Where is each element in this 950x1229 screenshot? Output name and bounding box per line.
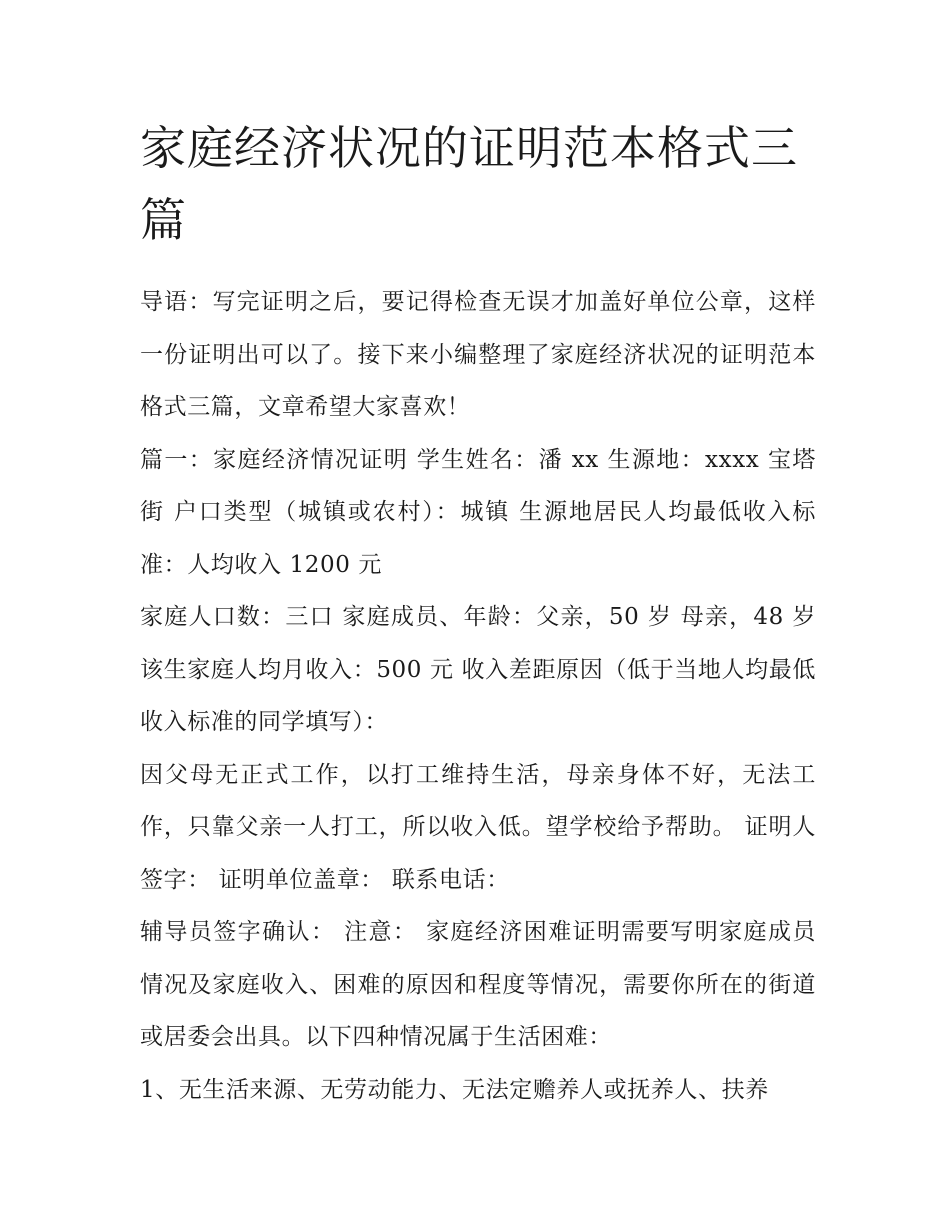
paragraph-notes: 辅导员签字确认： 注意： 家庭经济困难证明需要写明家庭成员情况及家庭收入、困难的原因和程度等情况，需要你所在的街道或居委会出具。以下四种情况属于生活困难： [140,919,816,1050]
paragraph-list-item-1: 1、无生活来源、无劳动能力、无法定赡养人或抚养人、扶养 [140,1076,769,1103]
paragraph-reason: 因父母无正式工作，以打工维持生活，母亲身体不好，无法工作，只靠父亲一人打工，所以收入低。望学校给予帮助。 证明人签字： 证明单位盖章： 联系电话： [140,761,816,893]
paragraph-family-info: 家庭人口数：三口 家庭成员、年龄：父亲，50 岁 母亲，48 岁 该生家庭人均月收入：500 元 收入差距原因（低于当地人均最低收入标准的同学填写）： [140,604,816,735]
paragraph-intro: 导语：写完证明之后，要记得检查无误才加盖好单位公章，这样一份证明出可以了。接下来小编整理了家庭经济状况的证明范本格式三篇，文章希望大家喜欢！ [140,289,816,420]
document-body [140,112,816,1116]
paragraph-student-info: 篇一：家庭经济情况证明 学生姓名：潘 xx 生源地：xxxx 宝塔街 户口类型（城镇或农村）：城镇 生源地居民人均最低收入标准：人均收入 1200 元 [140,446,816,578]
document-title: 家庭经济状况的证明范本格式三篇 [140,121,798,247]
